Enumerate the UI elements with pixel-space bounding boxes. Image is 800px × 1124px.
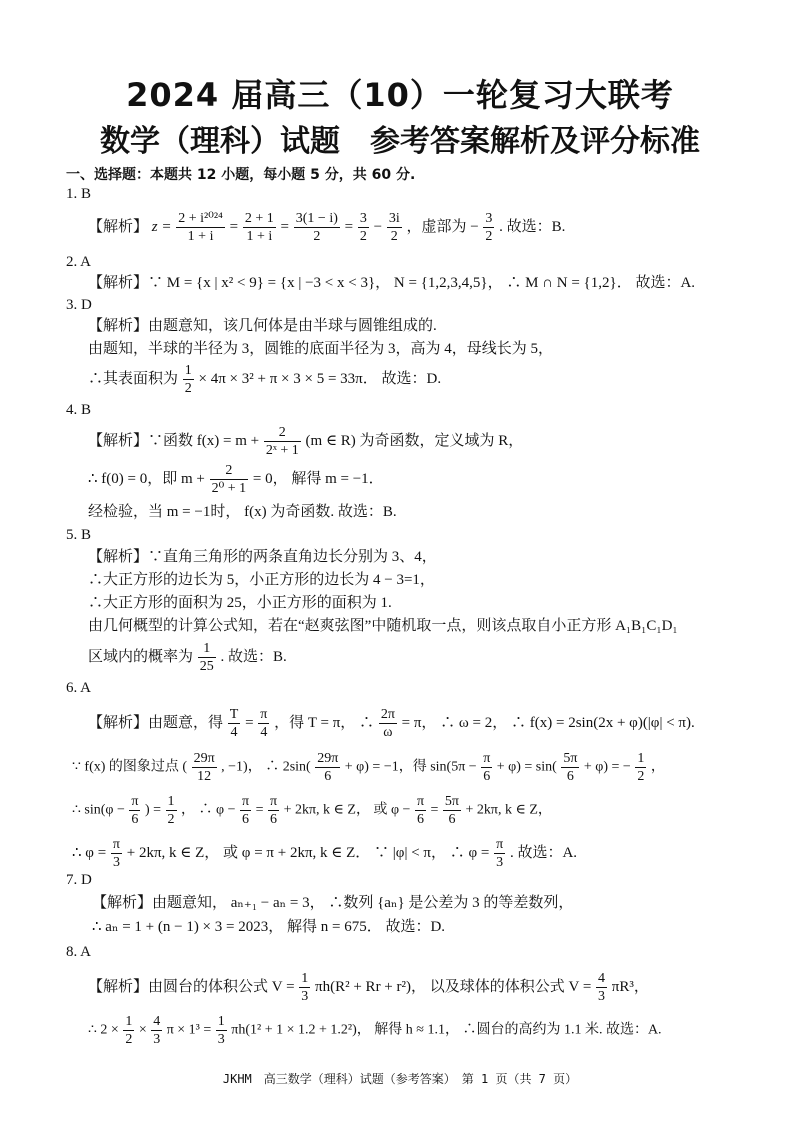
equation-text: πh(1² + 1 × 1.2 + 1.2²)， 解得 h ≈ 1.1， ∴圆台的高约为 1.1 米. 故选：A. [231,1022,662,1038]
equation-text: + φ) = −1，得 sin(5π − [344,759,477,775]
numerator: 1 [198,640,216,658]
denominator: 2 [167,812,175,827]
answer-q8: 8. A [66,944,92,960]
denominator: 3 [112,855,120,870]
numerator: 1 [184,363,192,378]
solution-q8-line2 [88,1013,662,1048]
numerator: 4 [153,1014,161,1029]
equation-text: = [245,714,254,731]
equation-text: ∴ sin(φ − [72,802,125,818]
fraction [561,750,579,785]
equation-text: 区域内的概率为 [88,648,194,665]
solution-q2: 【解析】∵ M = {x | x² < 9} = {x | −3 < x < 3}， N = {1,2,3,4,5}， ∴ M ∩ N = {1,2}． 故选：A. [88,275,696,291]
numerator: 1 [301,971,309,986]
numerator: 5π [444,794,459,809]
fraction [415,793,426,828]
denominator: 2⁰ + 1 [211,481,247,496]
fraction [268,793,279,828]
fraction [264,424,301,459]
solution-q4-line1 [88,424,523,459]
equation-text: ) = [144,802,162,818]
equation-text: . 故选：A. [509,844,578,861]
fraction [358,210,369,245]
solution-q3-line1: 【解析】由题意知，该几何体是由半球与圆锥组成的. [88,318,437,334]
denominator: 3 [217,1032,225,1047]
numerator: 1 [125,1014,133,1029]
numerator: π [131,794,139,809]
solution-q1: 【解析】 z = $\frac{\text{2 + i²⁰²⁴}}{1 + i}$ = $\frac{2 + 1}{1 + i}$ = $\frac{3(1 - i)}{2}$ = $\frac{3}{2}$ − $\frac{3i}{2}$ ，虚部为 − $\frac{3}{2}$ . 故选：B. [88,211,566,244]
numerator: 2 + 1 [244,211,274,226]
solution-q6-line2 [72,750,665,785]
numerator: π [496,837,504,852]
fraction [315,750,340,785]
section-heading-choice: 一、选择题：本题共 12 小题，每小题 5 分，共 60 分. [66,167,416,183]
numerator: π [483,751,491,766]
equation-text: × 4π × 3² + π × 3 × 5 = 33π． 故选：D. [198,370,442,387]
denominator: 6 [483,769,491,784]
equation-text: . 故选：B. [220,648,287,665]
numerator: 4 [598,971,606,986]
numerator: 5π [563,751,578,766]
equation-text: + φ) = sin( [496,759,557,775]
fraction [183,362,194,397]
numerator: 2π [380,707,395,722]
solution-q7-line1: 【解析】由题意知， aₙ₊₁ − aₙ = 3， ∴数列 {aₙ} 是公差为 3 的等差数列， [92,895,574,911]
fraction [294,210,340,245]
equation-text: 【解析】由题意，得 [88,714,224,731]
numerator: 2 [210,462,249,480]
denominator: 2 [184,381,192,396]
solution-q5-line5 [88,640,287,675]
fraction [176,210,225,245]
numerator: 1 [217,1014,225,1029]
equation-text: ，得 T = π， ∴ [274,714,375,731]
answer-q7: 7. D [66,872,92,888]
numerator: 1 [167,794,175,809]
solution-q5-line4: 由几何概型的计算公式知，若在“赵爽弦图”中随机取一点，则该点取自小正方形 A₁B₁C₁D₁ [88,618,678,634]
fraction [151,1013,162,1048]
numerator: 3 [485,211,493,226]
denominator: 3 [153,1032,161,1047]
fraction [596,970,607,1005]
answer-q1: 1. B [66,186,92,202]
denominator: 2ˣ + 1 [265,443,299,458]
solution-q8-line1 [88,970,649,1005]
solution-q6-line4 [72,836,577,871]
fraction [216,1013,227,1048]
denominator: 1 + i [246,229,273,244]
equation-text: = π， ∴ ω = 2， ∴ f(x) = 2sin(2x + φ)(|φ| < π). [401,714,695,731]
fraction [258,706,269,741]
equation-text: ∵ f(x) 的图象过点 ( [72,759,188,775]
numerator: 29π [193,751,215,766]
equation-text: (m ∈ R) 为奇函数，定义域为 R， [305,432,524,449]
solution-q3-line3 [88,362,441,397]
equation-text: + φ) = − [583,759,631,775]
equation-text: = [255,802,264,818]
answer-q6: 6. A [66,680,92,696]
denominator: ω [383,725,393,740]
numerator: 3(1 − i) [295,211,338,226]
equation-text: + 2kπ, k ∈ Z， 或 φ − [283,802,411,818]
denominator: 6 [448,812,456,827]
denominator: 6 [131,812,139,827]
document-title: 2024 届高三（10）一轮复习大联考 [126,76,674,114]
answer-q3: 3. D [66,297,92,313]
equation-text: 【解析】∵函数 f(x) = m + [88,432,260,449]
equation-text: × [138,1022,147,1038]
numerator: π [270,794,278,809]
answer-q5: 5. B [66,527,92,543]
equation-text: 【解析】由圆台的体积公式 V = [88,978,295,995]
document-subtitle: 数学（理科）试题 参考答案解析及评分标准 [100,124,700,159]
denominator: 25 [199,659,214,674]
fraction [387,210,402,245]
solution-q6-line1 [88,706,695,741]
denominator: 6 [270,812,278,827]
solution-q4-line2 [88,462,384,497]
fraction [192,750,217,785]
fraction [443,793,461,828]
page-footer: JKHM 高三数学（理科）试题（参考答案） 第 1 页（共 7 页） [222,1072,578,1086]
fraction [123,1013,134,1048]
denominator: 6 [416,812,424,827]
equation-text: ∴ f(0) = 0，即 m + [88,470,205,487]
equation-text: πR³， [611,978,649,995]
fraction [210,462,249,497]
equation-text: + 2kπ, k ∈ Z， [465,802,552,818]
denominator: 3 [301,989,309,1004]
fraction [228,706,241,741]
denominator: 2 [390,229,398,244]
denominator: 2 [485,229,493,244]
solution-q7-line2: ∴ aₙ = 1 + (n − 1) × 3 = 2023， 解得 n = 675． 故选：D. [92,919,446,935]
answer-q2: 2. A [66,254,92,270]
denominator: 2 [125,1032,133,1047]
fraction [299,970,310,1005]
numerator: 1 [637,751,645,766]
equation-text: ， [650,759,665,775]
solution-q4-line3: 经检验，当 m = −1时， f(x) 为奇函数. 故选：B. [88,504,397,520]
solution-q5-line3: ∴大正方形的面积为 25，小正方形的面积为 1. [88,595,392,611]
fraction [111,836,122,871]
denominator: 6 [324,769,332,784]
fraction [129,793,140,828]
numerator: 3i [388,211,400,226]
fraction [481,750,492,785]
fraction [198,640,216,675]
denominator: 6 [566,769,574,784]
fraction [494,836,505,871]
numerator: 2 + i²⁰²⁴ [178,211,223,226]
numerator: π [260,707,268,722]
solution-q5-line1: 【解析】∵直角三角形的两条直角边长分别为 3、4， [88,549,437,565]
equation-text: ∴ φ = [72,844,107,861]
denominator: 2 [637,769,645,784]
numerator: π [416,794,425,809]
numerator: 3 [359,211,367,226]
numerator: π [112,837,120,852]
equation-text: π × 1³ = [166,1022,212,1038]
fraction [635,750,646,785]
equation-text: . 故选：B. [499,218,566,235]
solution-label: 【解析】 [88,218,149,235]
denominator: 4 [260,725,268,740]
equation-text: ， ∴ φ − [181,802,236,818]
equation-text: = [430,802,439,818]
denominator: 2 [313,229,321,244]
equation-text: πh(R² + Rr + r²)， 以及球体的体积公式 V = [315,978,592,995]
equation-text: z = [151,218,172,235]
denominator: 3 [496,855,504,870]
fraction [379,706,397,741]
fraction [240,793,251,828]
equation-text: = 0， 解得 m = −1． [252,470,384,487]
equation-text: , −1)， ∴ 2sin( [221,759,311,775]
numerator: T [229,707,239,722]
denominator: 2 [359,229,367,244]
denominator: 6 [242,812,250,827]
solution-q6-line3 [72,793,552,828]
equation-text: + 2kπ, k ∈ Z， 或 φ = π + 2kπ, k ∈ Z． ∵ |φ| < π， ∴ φ = [126,844,490,861]
equation-text: ∴其表面积为 [88,370,179,387]
denominator: 1 + i [187,229,214,244]
fraction [483,210,494,245]
denominator: 12 [197,769,212,784]
equation-text: ，虚部为 − [406,218,479,235]
fraction [243,210,276,245]
solution-q5-line2: ∴大正方形的边长为 5，小正方形的边长为 4 − 3=1， [88,572,435,588]
numerator: π [242,794,250,809]
denominator: 4 [230,725,238,740]
answer-q4: 4. B [66,402,92,418]
denominator: 3 [598,989,606,1004]
fraction [166,793,177,828]
numerator: 29π [317,751,339,766]
equation-text: ∴ 2 × [88,1022,119,1038]
solution-q3-line2: 由题知，半球的半径为 3，圆锥的底面半径为 3，高为 4，母线长为 5， [88,341,554,357]
numerator: 2 [264,424,301,442]
